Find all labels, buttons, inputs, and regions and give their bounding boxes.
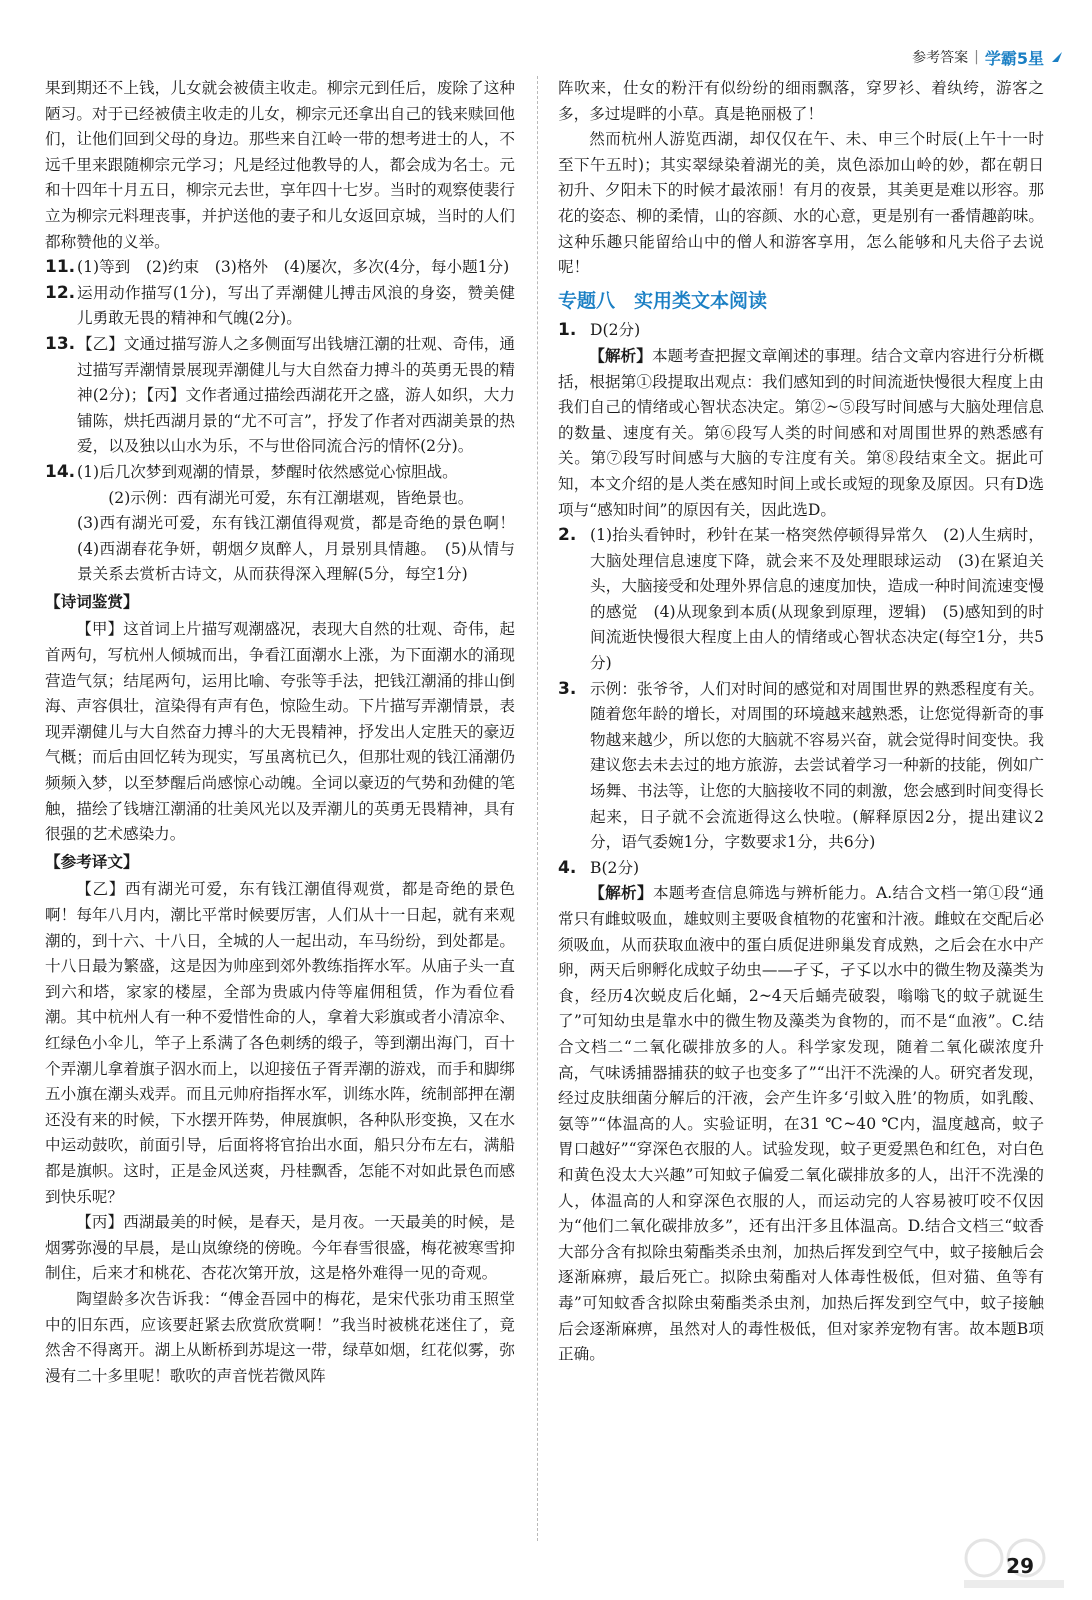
answer-13 — [45, 332, 515, 460]
answer-number: 3. — [558, 678, 577, 699]
answer-number: 11. — [45, 257, 76, 278]
continued-paragraph: 果到期还不上钱，儿女就会被债主收走。柳宗元到任后，废除了这种陋习。对于已经被债主收走的儿女，柳宗元还拿出自己的钱来赎回他们，让他们回到父母的身边。那些来自江岭一带的想考进士的人，不远千里来跟随柳宗元学习；凡是经过他教导的人，都会成为名士。元和十四年十月五日，柳宗元去世，享年四十七岁。当时的观察使裴行立为柳宗元料理丧事，并护送他的妻子和儿女返回京城，当时的人们都称赞他的义举。 — [45, 79, 515, 251]
analysis-text: 本题考查信息筛选与辨析能力。A.结合文档一第①段“通常只有雌蚊吸血，雄蚊则主要吸食植物的花蜜和汁液。雌蚊在交配后必须吸血，从而获取血液中的蛋白质促进卵巢发育成熟，之后会在水中产卵，两天后卵孵化成蚊子幼虫——孑孓，孑孓以水中的微生物及藻类为食，经历4次蜕皮后化蛹，2~4天后蛹壳破裂，嗡嗡飞的蚊子就诞生了”可知幼虫是靠水中的微生物及藻类为食物的，而不是“血液”。C.结合文档二“二氧化碳排放多的人。科学家发现，随着二氧化碳浓度升高，气味诱捕器捕获的蚊子也变多了”“出汗不洗澡的人。研究者发现，经过皮肤细菌分解后的汗液，会产生许多‘引蚊入胜’的物质，如乳酸、氨等”“体温高的人。实验证明，在31 ℃~40 ℃内，温度越高，蚊子胃口越好”“穿深色衣服的人。试验发现，蚊子更爱黑色和红色，对白色和黄色没太大兴趣”可知蚊子偏爱二氧化碳排放多的人，出汗不洗澡的人，体温高的人和穿深色衣服的人，而运动完的人容易被叮咬不仅因为“他们二氧化碳排放多”，还有出汗多且体温高。D.结合文档三“蚊香大部分含有拟除虫菊酯类杀虫剂，加热后挥发到空气中，蚊子接触后会逐渐麻痹，最后死亡。拟除虫菊酯对人体毒性极低，但对猫、鱼等有毒”可知蚊香含拟除虫菊酯类杀虫剂，加热后挥发到空气中，蚊子接触后会逐渐麻痹，虽然对人的毒性极低，但对家养宠物有害。故本题B项正确。 — [558, 884, 1044, 1364]
answer-number: 1. — [558, 320, 577, 341]
answer-text: 【乙】文通过描写游人之多侧面写出钱塘江潮的壮观、奇伟，通过描写弄潮情景展现弄潮健儿与大自然奋力搏斗的英勇无畏的精神(2分)；【丙】文作者通过描绘西湖花开之盛，游人如织，大力铺陈，烘托西湖月景的“尤不可言”，抒发了作者对西湖美景的热爱，以及独以山水为乐，不与世俗同流合污的情怀(2分)。 — [77, 334, 515, 456]
analysis-label: 【解析】 — [589, 884, 653, 903]
answer-2 — [558, 523, 1044, 677]
answer-12 — [45, 281, 515, 332]
analysis-1 — [558, 344, 1044, 523]
answer-number: 14. — [45, 461, 76, 482]
answer-11 — [45, 255, 515, 281]
answer-number: 12. — [45, 282, 76, 303]
answer-text: D(2分) — [590, 321, 641, 340]
brand-logo: 学霸5星 — [984, 48, 1044, 68]
page-number: 29 — [1006, 1554, 1034, 1578]
analysis-label: 【解析】 — [589, 346, 652, 365]
column-divider — [537, 76, 538, 1541]
analysis-text: 本题考查把握文章阐述的事理。结合文章内容进行分析概括，根据第①段提取出观点：我们感知到的时间流逝快慢很大程度上由我们自己的情绪或心智状态决定。第②~⑤段写时间感与大脑处理信息的数量、速度有关。第⑥段写人类的时间感和对周围世界的熟悉感有关。第⑦段写时间感与大脑的专注度有关。第⑧段结束全文。据此可知，本文介绍的是人类在感知时间上或长或短的现象及原因。只有D选项与“感知时间”的原因有关，因此选D。 — [558, 346, 1044, 519]
answer-number: 4. — [558, 857, 577, 878]
answer-14-line2: (2)示例：西有湖光可爱，东有江潮堪观，皆绝景也。 — [108, 488, 474, 507]
answer-3 — [558, 677, 1044, 856]
star-icon — [1050, 50, 1064, 64]
answer-text: 示例：张爷爷，人们对时间的感觉和对周围世界的熟悉程度有关。随着您年龄的增长，对周围的环境越来越熟悉，让您觉得新奇的事物越来越少，所以您的大脑就不容易兴奋，就会觉得时间变快。我建议您去未去过的地方旅游，去尝试着学习一种新的技能，例如广场舞、书法等，让您的大脑接收不同的刺激，您会感到时间变得长起来，日子就不会流逝得这么快啦。(解释原因2分，提出建议2分，语气委婉1分，字数要求1分，共6分) — [590, 679, 1044, 852]
topic-heading: 专题八 实用类文本阅读 — [558, 289, 768, 312]
poem-appreciation: 【甲】这首词上片描写观潮盛况，表现大自然的壮观、奇伟，起首两句，写杭州人倾城而出，争看江面潮水上涨，为下面潮水的涌现营造气氛；结尾两句，运用比喻、夸张等手法，把钱江潮涌的排山倒海、声容俱壮，渲染得有声有色，惊险生动。下片描写弄潮情景，表现弄潮健儿与大自然奋力搏斗的大无畏精神，抒发出人定胜天的豪迈气概；而后由回忆转为现实，写虽离杭已久，但那壮观的钱江涌潮仍频频入梦，以至梦醒后尚感惊心动魄。全词以豪迈的气势和劲健的笔触，描绘了钱塘江潮涌的壮美风光以及弄潮儿的英勇无畏精神，具有很强的艺术感染力。 — [45, 620, 515, 844]
answer-text: (1)抬头看钟时，秒针在某一格突然停顿得异常久 (2)人生病时，大脑处理信息速度下降，就会来不及处理眼球运动 (3)在紧迫关头，大脑接受和处理外界信息的速度加快，造成一种时间流速变慢的感觉 (4)从现象到本质(从现象到原理，逻辑) (5)感知到的时间流逝快慢很大程度上由人的情绪或心智状态决定(每空1分，共5分) — [590, 526, 1044, 673]
poem-heading: 【诗词鉴赏】 — [45, 592, 139, 611]
translation-continued: 阵吹来，仕女的粉汗有似纷纷的细雨飘落，穿罗衫、着纨绔，游客之多，多过堤畔的小草。真是艳丽极了！ — [558, 79, 1044, 123]
section-label: 参考答案 — [912, 50, 969, 66]
answer-1 — [558, 318, 1044, 344]
translation-bing: 【丙】西湖最美的时候，是春天，是月夜。一天最美的时候，是烟雾弥漫的早晨，是山岚缭绕的傍晚。今年春雪很盛，梅花被寒雪抑制住，后来才和桃花、杏花次第开放，这是格外难得一见的奇观。 — [45, 1213, 515, 1283]
right-column — [558, 76, 1044, 1368]
translation-bing-2: 陶望龄多次告诉我：“傅金吾园中的梅花，是宋代张功甫玉照堂中的旧东西，应该要赶紧去欣赏欣赏啊！”我当时被桃花迷住了，竟然舍不得离开。湖上从断桥到苏堤这一带，绿草如烟，红花似雾，弥漫有二十多里呢！歌吹的声音恍若微风阵 — [45, 1289, 515, 1385]
translation-heading: 【参考译文】 — [45, 852, 139, 871]
page-header — [912, 44, 1064, 70]
answer-number: 13. — [45, 333, 76, 354]
translation-continued-2: 然而杭州人游览西湖，却仅仅在午、未、申三个时辰(上午十一时至下午五时)；其实翠绿染着湖光的美，岚色添加山岭的妙，都在朝日初升、夕阳未下的时候才最浓丽！有月的夜景，其美更是难以形容。那花的姿态、柳的柔情，山的容颜、水的心意，更是别有一番情趣韵味。这种乐趣只能留给山中的僧人和游客享用，怎么能够和凡夫俗子去说呢！ — [558, 130, 1044, 277]
header-separator: | — [974, 49, 979, 65]
answer-text: B(2分) — [590, 858, 640, 877]
answer-text: (1)等到 (2)约束 (3)格外 (4)屡次，多次(4分，每小题1分) — [77, 258, 510, 277]
analysis-4 — [558, 881, 1044, 1367]
answer-number: 2. — [558, 525, 577, 546]
answer-14 — [45, 460, 515, 486]
answer-4 — [558, 856, 1044, 882]
translation-yi: 【乙】西有湖光可爱，东有钱江潮值得观赏，都是奇绝的景色啊！每年八月内，潮比平常时候要厉害，人们从十一日起，就有来观潮的，到十六、十八日，全城的人一起出动，车马纷纷，到处都是。十八日最为繁盛，这是因为帅座到郊外教练指挥水军。从庙子头一直到六和塔，家家的楼屋，全部为贵戚内侍等雇佣租赁，作为看位看潮。其中杭州人有一种不爱惜性命的人，拿着大彩旗或者小清凉伞、红绿色小伞儿，竿子上系满了各色刺绣的缎子，等到潮出海门，百十个弄潮儿拿着旗子泅水而上，以迎接伍子胥弄潮的游戏，而手和脚绑五小旗在潮头戏弄。而且元帅府指挥水军，训练水阵，统制部押在潮还没有来的时候，下水摆开阵势，伸展旗帜，各种队形变换，又在水中运动鼓吹，前面引导，后面将将官抬出水面，船只分布左右，满船都是旗帜。这时，正是金风送爽，丹桂飘香，怎能不对如此景色而感到快乐呢？ — [45, 880, 515, 1206]
answer-14-line3: (3)西有湖光可爱，东有钱江潮值得观赏，都是奇绝的景色啊！ (4)西湖春花争妍，朝烟夕岚醉人，月景别具情趣。 (5)从情与景关系去赏析古诗文，从而获得深入理解(5分，每空1分) — [77, 514, 531, 584]
answer-text: 运用动作描写(1分)，写出了弄潮健儿搏击风浪的身姿，赞美健儿勇敢无畏的精神和气魄(2分)。 — [77, 283, 515, 328]
answer-text: (1)后几次梦到观潮的情景，梦醒时依然感觉心惊胆战。 — [77, 462, 458, 481]
left-column — [45, 76, 531, 1389]
